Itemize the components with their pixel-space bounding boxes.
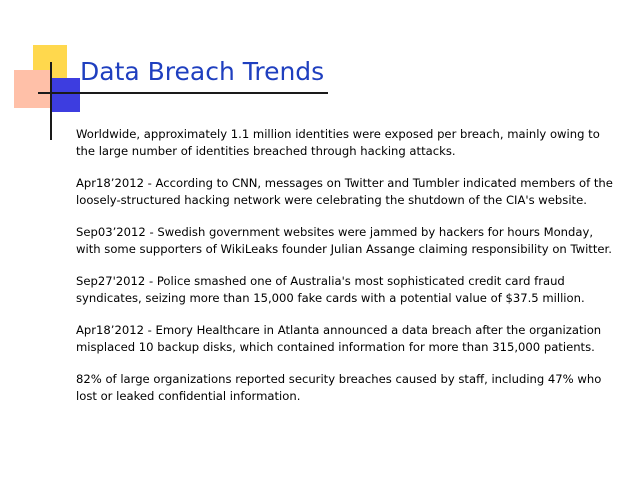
paragraph-australia-fraud: Sep27'2012 - Police smashed one of Australia's most sophisticated credit card fraud syndicates, seizing more than 15,000 fake cards with a potential value of $37.5 million.	[76, 274, 585, 305]
decorative-blue-square	[52, 78, 80, 112]
slide-title: Data Breach Trends	[80, 57, 325, 86]
decorative-horizontal-line	[38, 92, 328, 94]
paragraph-emory-healthcare: Apr18’2012 - Emory Healthcare in Atlanta announced a data breach after the organization misplaced 10 backup disks, which contained information for more than 315,000 patients.	[76, 323, 602, 354]
decorative-red-square	[14, 70, 52, 108]
paragraph-cia-website: Apr18’2012 - According to CNN, messages on Twitter and Tumbler indicated members of the loosely-structured hacking network were celebrating the shutdown of the CIA's website.	[76, 176, 613, 207]
paragraph-staff-breaches: 82% of large organizations reported security breaches caused by staff, including 47% who lost or leaked confidential information.	[76, 372, 602, 403]
decorative-vertical-line	[50, 62, 52, 140]
paragraph-worldwide-exposure: Worldwide, approximately 1.1 million identities were exposed per breach, mainly owing to the large number of identities breached through hacking attacks.	[76, 127, 600, 158]
paragraph-swedish-websites: Sep03’2012 - Swedish government websites were jammed by hackers for hours Monday, with some supporters of WikiLeaks founder Julian Assange claiming responsibility on Twitter.	[76, 225, 612, 256]
slide-body	[76, 126, 616, 420]
